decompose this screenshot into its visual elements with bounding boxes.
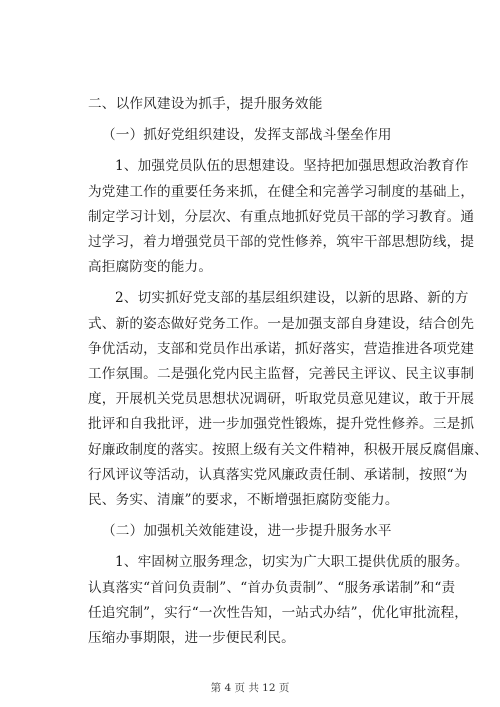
sub-heading-1: （一）抓好党组织建设，发挥支部战斗堡垒作用 xyxy=(102,127,392,144)
paragraph-3 xyxy=(88,550,469,651)
paragraph-line: 2、切实抓好党支部的基层组织建设，以新的思路、新的方 xyxy=(115,290,469,307)
paragraph-2 xyxy=(88,286,489,513)
paragraph-line: 压缩办事期限，进一步便民利民。 xyxy=(88,630,295,647)
paragraph-line: 过学习，着力增强党员干部的党性修养，筑牢干部思想防线，提 xyxy=(88,234,475,251)
paragraph-line: 制定学习计划，分层次、有重点地抓好党员干部的学习教育。通 xyxy=(88,208,475,225)
page-footer: 第 4 页 共 12 页 xyxy=(210,682,290,694)
paragraph-line: 度，开展机关党员思想状况调研，听取党员意见建议，敢于开展 xyxy=(88,391,475,408)
section-heading: 二、以作风建设为抓手，提升服务效能 xyxy=(88,96,323,112)
paragraph-line: 民、务实、清廉”的要求，不断增强拒腐防变能力。 xyxy=(88,492,399,509)
paragraph-line: 式、新的姿态做好党务工作。一是加强支部自身建设，结合创先 xyxy=(88,315,475,332)
document-body xyxy=(88,92,489,651)
paragraph-line: 好廉政制度的落实。按照上级有关文件精神，积极开展反腐倡廉、 xyxy=(88,441,489,458)
paragraph-line: 为党建工作的重要任务来抓，在健全和完善学习制度的基础上， xyxy=(88,183,475,200)
paragraph-line: 认真落实“首问负责制”、“首办负责制”、“服务承诺制”和“责 xyxy=(88,579,456,596)
paragraph-line: 行风评议等活动，认真落实党风廉政责任制、承诺制，按照“为 xyxy=(88,466,468,483)
paragraph-line: 1、加强党员队伍的思想建设。坚持把加强思想政治教育作 xyxy=(115,158,469,175)
paragraph-line: 批评和自我批评，进一步加强党性锻炼，提升党性修养。三是抓 xyxy=(88,416,475,433)
paragraph-line: 1、牢固树立服务理念，切实为广大职工提供优质的服务。 xyxy=(115,554,469,571)
paragraph-line: 高拒腐防变的能力。 xyxy=(88,259,213,276)
paragraph-1 xyxy=(88,154,475,280)
paragraph-line: 任追究制”，实行“一次性告知，一站式办结”，优化审批流程， xyxy=(88,604,469,621)
paragraph-line: 争优活动，支部和党员作出承诺，抓好落实，营造推进各项党建 xyxy=(88,340,475,357)
paragraph-line: 工作氛围。二是强化党内民主监督，完善民主评议、民主议事制 xyxy=(88,366,475,383)
sub-heading-2: （二）加强机关效能建设，进一步提升服务水平 xyxy=(102,523,392,540)
